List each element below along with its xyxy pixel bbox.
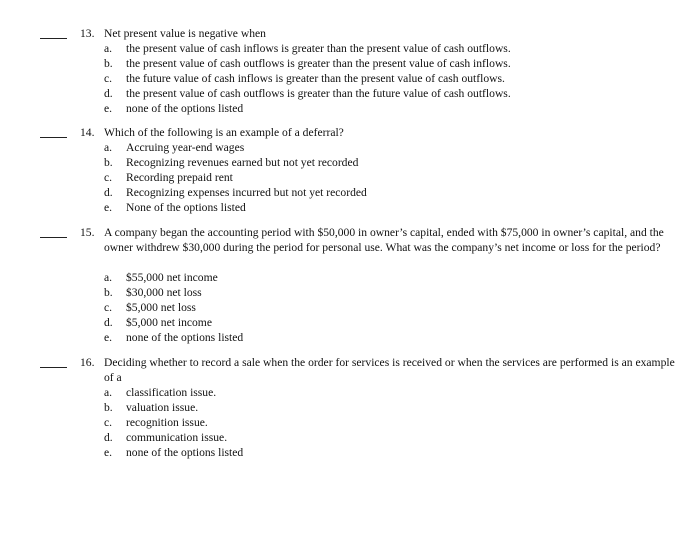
option-letter: e.	[104, 102, 113, 115]
option-letter: a.	[104, 271, 113, 284]
question-text: Deciding whether to record a sale when the order for services is received or when the services are performed is an example of a	[104, 356, 675, 384]
option-d	[104, 86, 511, 101]
option-letter: b.	[104, 156, 113, 169]
option-d	[104, 315, 243, 330]
option-a	[104, 140, 367, 155]
option-letter: a.	[104, 141, 113, 154]
options-list	[104, 41, 511, 116]
option-c	[104, 170, 367, 185]
option-letter: e.	[104, 446, 113, 459]
option-letter: c.	[104, 171, 113, 184]
option-text: communication issue.	[126, 431, 228, 444]
option-text: none of the options listed	[126, 446, 244, 459]
option-text: $30,000 net loss	[126, 286, 202, 299]
option-a	[104, 270, 243, 285]
option-letter: b.	[104, 401, 113, 414]
option-b	[104, 400, 243, 415]
option-text: none of the options listed	[126, 102, 244, 115]
question-number: 15.	[80, 226, 95, 239]
option-text: the present value of cash outflows is greater than the future value of cash outflows.	[126, 87, 511, 100]
options-list	[104, 270, 243, 345]
option-text: valuation issue.	[126, 401, 199, 414]
option-text: None of the options listed	[126, 201, 246, 214]
option-e	[104, 101, 511, 116]
answer-blank	[40, 38, 67, 39]
option-d	[104, 430, 243, 445]
option-text: the future value of cash inflows is greater than the present value of cash outflows.	[126, 72, 505, 85]
option-letter: e.	[104, 201, 113, 214]
options-list	[104, 385, 243, 460]
option-letter: b.	[104, 286, 113, 299]
question-text: Net present value is negative when	[104, 27, 266, 40]
question-text: Which of the following is an example of a deferral?	[104, 126, 344, 139]
option-e	[104, 200, 367, 215]
option-text: Recording prepaid rent	[126, 171, 233, 184]
option-text: classification issue.	[126, 386, 217, 399]
option-text: the present value of cash inflows is greater than the present value of cash outflows.	[126, 42, 511, 55]
option-text: $5,000 net loss	[126, 301, 196, 314]
question-number: 16.	[80, 356, 95, 369]
option-letter: a.	[104, 386, 113, 399]
option-b	[104, 56, 511, 71]
option-c	[104, 71, 511, 86]
option-text: none of the options listed	[126, 331, 244, 344]
option-a	[104, 385, 243, 400]
options-list	[104, 140, 367, 215]
option-a	[104, 41, 511, 56]
answer-blank	[40, 137, 67, 138]
option-text: the present value of cash outflows is greater than the present value of cash inflows.	[126, 57, 511, 70]
option-letter: e.	[104, 331, 113, 344]
answer-blank	[40, 237, 67, 238]
option-text: Accruing year-end wages	[126, 141, 245, 154]
question-text: A company began the accounting period with $50,000 in owner’s capital, ended with $75,000 in owner’s capital, and the owner withdrew $30,000 during the period for personal use. What was the company’s net income or loss for the period?	[104, 226, 664, 254]
answer-blank	[40, 367, 67, 368]
question-number: 13.	[80, 27, 95, 40]
option-text: recognition issue.	[126, 416, 208, 429]
option-letter: c.	[104, 416, 113, 429]
option-letter: d.	[104, 431, 113, 444]
option-b	[104, 285, 243, 300]
option-letter: d.	[104, 186, 113, 199]
option-letter: b.	[104, 57, 113, 70]
option-c	[104, 415, 243, 430]
option-letter: c.	[104, 72, 113, 85]
option-letter: d.	[104, 87, 113, 100]
option-b	[104, 155, 367, 170]
option-c	[104, 300, 243, 315]
option-letter: a.	[104, 42, 113, 55]
option-d	[104, 185, 367, 200]
option-text: Recognizing revenues earned but not yet recorded	[126, 156, 359, 169]
option-letter: d.	[104, 316, 113, 329]
option-e	[104, 330, 243, 345]
option-text: $5,000 net income	[126, 316, 212, 329]
option-letter: c.	[104, 301, 113, 314]
option-text: $55,000 net income	[126, 271, 218, 284]
question-number: 14.	[80, 126, 95, 139]
option-e	[104, 445, 243, 460]
option-text: Recognizing expenses incurred but not yet recorded	[126, 186, 367, 199]
